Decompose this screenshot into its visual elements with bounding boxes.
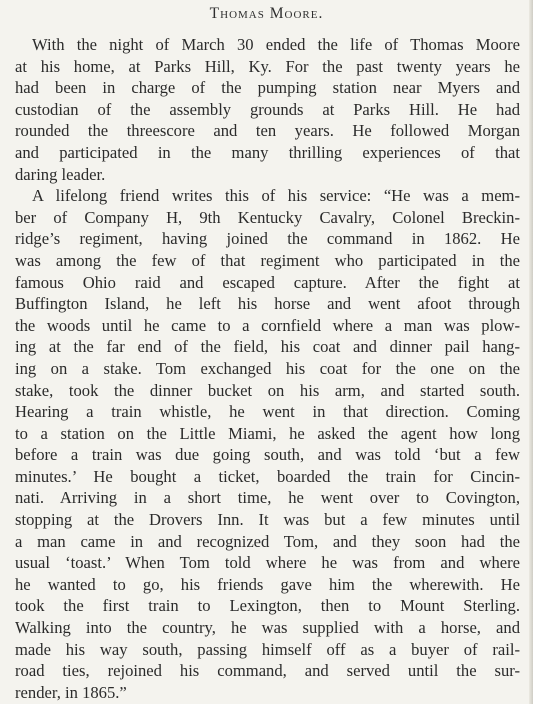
text-line: ing at the far end of the field, his coat and dinner pail hang- (15, 337, 520, 357)
text-line: ing on a stake. Tom exchanged his coat for the one on the (15, 358, 520, 378)
text-line: had been in charge of the pumping station near Myers and (15, 78, 520, 98)
text-line: he wanted to go, his friends gave him the wherewith. He (15, 574, 520, 594)
text-line: before a train was due going south, and was told ‘but a few (15, 445, 520, 465)
text-line: With the night of March 30 ended the life of Thomas Moore (32, 35, 520, 54)
text-line: made his way south, passing himself off as a buyer of rail- (15, 639, 520, 659)
text-line: was among the few of that regiment who participated in the (15, 250, 520, 270)
text-line: the woods until he came to a cornfield where a man was plow- (15, 315, 520, 335)
text-line: render, in 1865.” (15, 682, 127, 702)
text-line: Walking into the country, he was supplied with a horse, and (15, 618, 520, 638)
text-line: at his home, at Parks Hill, Ky. For the past twenty years he (15, 56, 520, 76)
text-line: daring leader. (15, 164, 106, 184)
text-line: nati. Arriving in a short time, he went over to Covington, (15, 488, 520, 508)
text-line: to a station on the Little Miami, he asked the agent how long (15, 423, 520, 443)
text-line: minutes.’ He bought a ticket, boarded the train for Cincin- (15, 466, 520, 486)
text-line: road ties, rejoined his command, and served until the sur- (15, 661, 520, 681)
text-line: Buffington Island, he left his horse and went afoot through (15, 294, 520, 314)
text-line: ridge’s regiment, having joined the command in 1862. He (15, 229, 520, 249)
page-edge (529, 0, 533, 704)
text-line: Hearing a train whistle, he went in that direction. Coming (15, 402, 520, 422)
text-line: A lifelong friend writes this of his service: “He was a mem- (32, 186, 520, 206)
text-line: took the first train to Lexington, then to Mount Sterling. (15, 596, 520, 616)
text-line: a man came in and recognized Tom, and they soon had the (15, 531, 520, 551)
text-line: custodian of the assembly grounds at Parks Hill. He had (15, 99, 520, 119)
page-heading: Thomas Moore. (209, 5, 324, 22)
text-line: and participated in the many thrilling experiences of that (15, 142, 520, 162)
text-line: famous Ohio raid and escaped capture. After the fight at (15, 272, 520, 292)
article-body (15, 34, 520, 703)
text-line: rounded the threescore and ten years. He followed Morgan (15, 121, 520, 141)
text-line: stopping at the Drovers Inn. It was but a few minutes until (15, 510, 520, 530)
text-line: usual ‘toast.’ When Tom told where he was from and where (15, 553, 520, 573)
text-line: ber of Company H, 9th Kentucky Cavalry, Colonel Breckin- (15, 207, 520, 227)
text-line: stake, took the dinner bucket on his arm, and started south. (15, 380, 520, 400)
